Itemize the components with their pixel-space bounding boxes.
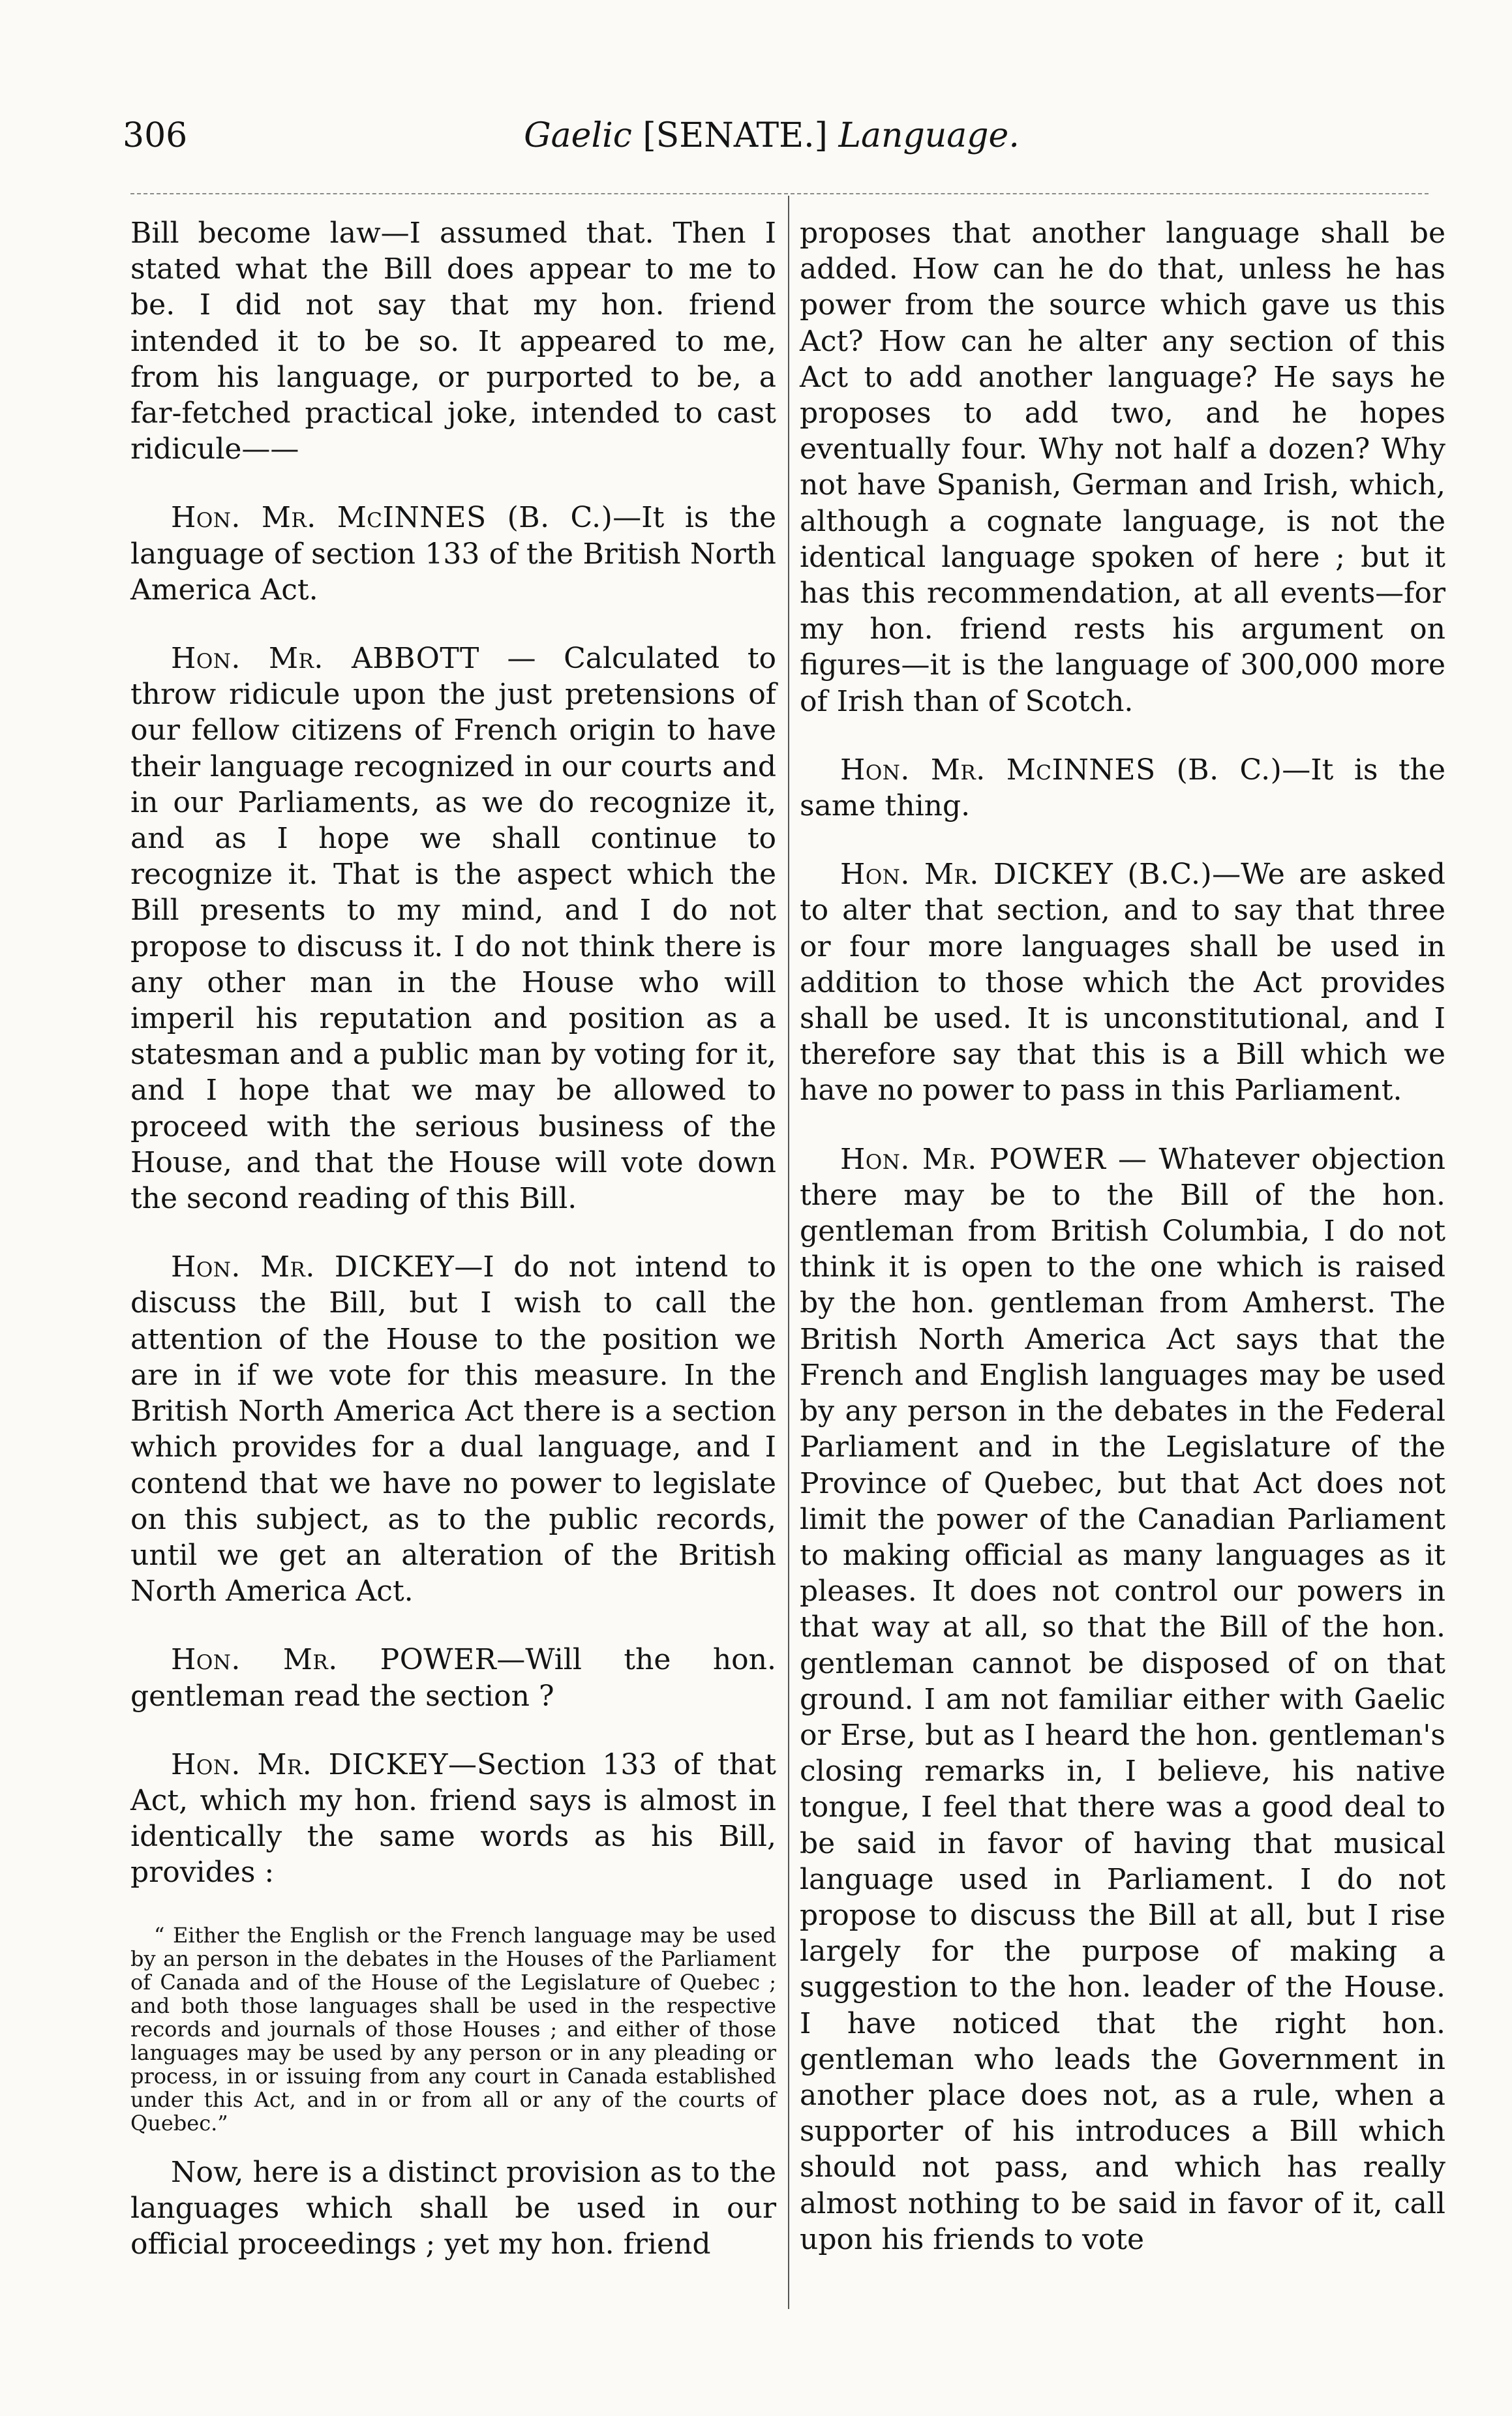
speaker-name: Hon. Mr. DICKEY <box>171 1250 455 1284</box>
paragraph: Bill become law—I assumed that. Then I stated what the Bill does appear to me to be. I did not say that my hon. friend intended it to be so. It appeared to me, from his language, or purported to be, a far-fetched practical joke, intended to cast ridicule—— <box>130 217 776 466</box>
page-number: 306 <box>123 116 188 155</box>
paragraph: Hon. Mr. ABBOTT — Calculated to throw ridicule upon the just pretensions of our fellow citizens of French origin to have their language recognized in our courts and in our Parliaments, as we do recognize it, and as I hope we shall continue to recognize it. That is the aspect which the Bill presents to my mind, and I do not propose to discuss it. I do not think there is any other man in the House who will imperil his reputation and position as a statesman and a public man by voting for it, and I hope that we may be allowed to proceed with the serious business of the House, and that the House will vote down the second reading of this Bill. <box>130 642 776 1216</box>
running-title-mid: [SENATE.] <box>643 116 828 155</box>
paragraph: Hon. Mr. McINNES (B. C.)—It is the same thing. <box>800 753 1446 823</box>
speaker-name: Hon. Mr. McINNES (B. C.) <box>840 753 1282 787</box>
paragraph: Hon. Mr. DICKEY—Section 133 of that Act, which my hon. friend says is almost in identically the same words as his Bill, provides : <box>130 1747 776 1890</box>
paragraph: Hon. Mr. POWER—Will the hon. gentleman read the section ? <box>130 1643 776 1713</box>
paragraph: Hon. Mr. DICKEY (B.C.)—We are asked to alter that section, and to say that three or four more languages shall be used in addition to those which the Act provides shall be used. It is unconstitutional, and I therefore say that this is a Bill which we have no power to pass in this Parliament. <box>800 858 1445 1108</box>
speaker-name: Hon. Mr. DICKEY <box>171 1747 449 1781</box>
speaker-name: Hon. Mr. McINNES (B. C.) <box>171 501 613 535</box>
running-title <box>123 116 1421 155</box>
header-rule <box>130 193 1429 194</box>
paragraph: Hon. Mr. McINNES (B. C.)—It is the language of section 133 of the British North America Act. <box>130 501 777 607</box>
page-header <box>123 116 1421 175</box>
left-column <box>130 215 776 2295</box>
speaker-name: Hon. Mr. DICKEY (B.C.) <box>840 858 1213 892</box>
speaker-name: Hon. Mr. ABBOTT <box>171 642 479 676</box>
block-quote: “ Either the English or the French language may be used by an person in the debates in the Houses of the Parliament of Canada and of the House of the Legislature of Quebec ; and both those languages shall be used in the respective records and journals of those Houses ; and either of those languages may be used by any person or in any pleading or process, in or issuing from any court in Canada established under this Act, and in or from all or any of the courts of Quebec.” <box>130 1922 776 2136</box>
paragraph: Hon. Mr. POWER — Whatever objection there may be to the Bill of the hon. gentleman from British Columbia, I do not think it is open to the one which is raised by the hon. gentleman from Amherst. The British North America Act says that the French and English languages may be used by any person in the debates in the Federal Parliament and in the Legislature of the Province of Quebec, but that Act does not limit the power of the Canadian Parliament to making official as many languages as it pleases. It does not control our powers in that way at all, so that the Bill of the hon. gentleman cannot be disposed of on that ground. I am not familiar either with Gaelic or Erse, but as I heard the hon. gentleman's closing remarks in, I believe, his native tongue, I feel that there was a good deal to be said in favor of having that musical language used in Parliament. I do not propose to discuss the Bill at all, but I rise largely for the purpose of making a suggestion to the hon. leader of the House. I have noticed that the right hon. gentleman who leads the Government in another place does not, as a rule, when a supporter of his introduces a Bill which should not pass, and which has really almost nothing to be said in favor of it, call upon his friends to vote <box>800 1142 1445 2256</box>
paragraph: proposes that another language shall be added. How can he do that, unless he has power from the source which gave us this Act? How can he alter any section of this Act to add another language? He says he proposes to add two, and he hopes eventually four. Why not half a dozen? Why not have Spanish, German and Irish, which, although a cognate language, is not the identical language spoken of here ; but it has this recommendation, at all events—for my hon. friend rests his argument on figures—it is the language of 300,000 more of Irish than of Scotch. <box>800 217 1445 718</box>
running-title-right: Language. <box>838 116 1020 155</box>
speaker-name: Hon. Mr. POWER <box>840 1142 1106 1176</box>
running-title-left: Gaelic <box>524 116 632 155</box>
column-divider <box>788 196 789 2309</box>
speaker-name: Hon. Mr. POWER <box>171 1643 497 1677</box>
right-column <box>800 215 1445 2290</box>
paragraph: Now, here is a distinct provision as to the languages which shall be used in our official proceedings ; yet my hon. friend <box>130 2155 776 2261</box>
paragraph: Hon. Mr. DICKEY—I do not intend to discuss the Bill, but I wish to call the attention of the House to the position we are in if we vote for this measure. In the British North America Act there is a section which provides for a dual language, and I contend that we have no power to legislate on this subject, as to the public records, until we get an alteration of the British North America Act. <box>130 1250 776 1608</box>
